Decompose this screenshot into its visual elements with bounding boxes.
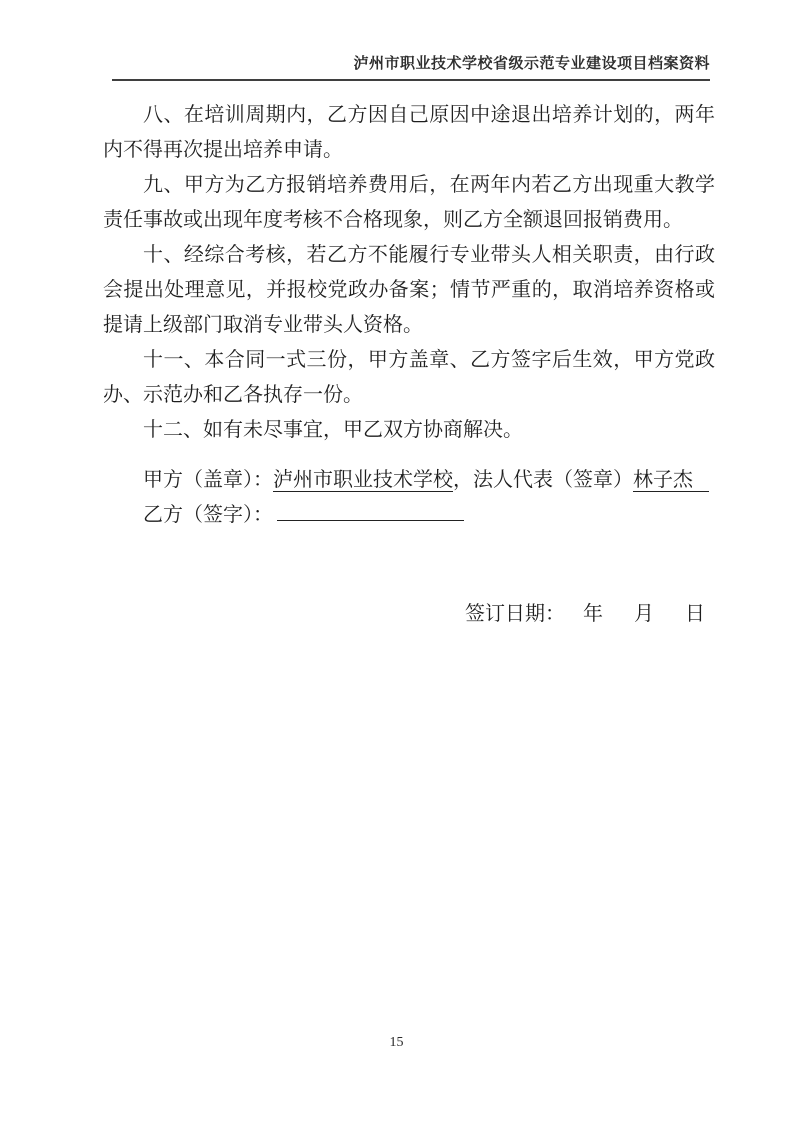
party-b-line: [103, 498, 715, 533]
clause-11: 十一、本合同一式三份，甲方盖章、乙方签字后生效，甲方党政办、示范办和乙各执存一份。: [103, 349, 715, 406]
party-b-label: 乙方（签字）：: [143, 504, 273, 526]
legal-rep-label: 法人代表（签章）: [473, 469, 633, 491]
legal-rep-value: 林子杰: [633, 469, 709, 492]
signature-block: [103, 463, 715, 533]
header-title: 泸州市职业技术学校省级示范专业建设项目档案资料: [353, 56, 710, 72]
page-number: 15: [389, 1035, 404, 1050]
date-line: [103, 597, 715, 632]
party-a-label: 甲方（盖章）：: [143, 469, 273, 491]
party-a-separator: ，: [453, 469, 473, 491]
date-month-label: 月: [634, 603, 654, 625]
document-body: [103, 98, 715, 632]
party-a-value: 泸州市职业技术学校: [273, 469, 453, 491]
header-rule: [112, 79, 710, 81]
date-year-label: 年: [583, 603, 603, 625]
date-day-label: 日: [685, 603, 705, 625]
clause-12: 十二、如有未尽事宜，甲乙双方协商解决。: [143, 419, 523, 441]
clause-10: 十、经综合考核，若乙方不能履行专业带头人相关职责，由行政会提出处理意见，并报校党政办备案；情节严重的，取消培养资格或提请上级部门取消专业带头人资格。: [103, 244, 715, 336]
party-a-line: [103, 463, 715, 498]
clause-8: 八、在培训周期内，乙方因自己原因中途退出培养计划的，两年内不得再次提出培养申请。: [103, 104, 715, 161]
clause-9: 九、甲方为乙方报销培养费用后，在两年内若乙方出现重大教学责任事故或出现年度考核不合格现象，则乙方全额退回报销费用。: [103, 174, 715, 231]
date-label: 签订日期：: [465, 603, 565, 625]
party-b-signature-blank: [277, 502, 464, 521]
